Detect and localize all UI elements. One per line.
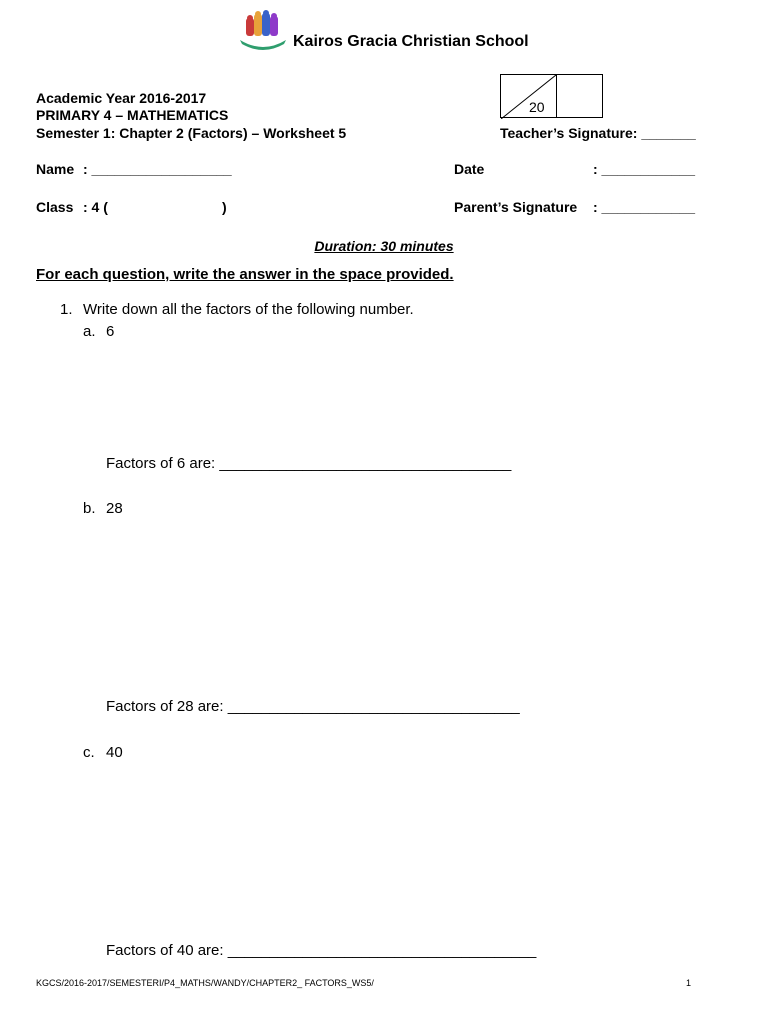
score-box <box>500 74 603 118</box>
part-c-letter: c. <box>83 744 95 761</box>
part-b-letter: b. <box>83 500 96 517</box>
date-field[interactable]: : ____________ <box>593 161 695 177</box>
academic-year: Academic Year 2016-2017 <box>36 90 207 106</box>
semester-chapter: Semester 1: Chapter 2 (Factors) – Worksheet 5 <box>36 125 347 141</box>
parent-signature-label: Parent’s Signature <box>454 199 578 215</box>
teacher-signature: Teacher’s Signature: _______ <box>500 125 696 141</box>
question-number: 1. <box>60 301 73 318</box>
part-a-answer-line[interactable]: Factors of 6 are: ___________________________________ <box>106 455 512 472</box>
question-text: Write down all the factors of the following number. <box>83 301 414 318</box>
class-label: Class <box>36 199 74 215</box>
part-b-answer-line[interactable]: Factors of 28 are: ___________________________________ <box>106 698 520 715</box>
footer-path: KGCS/2016-2017/SEMESTERI/P4_MATHS/WANDY/CHAPTER2_ FACTORS_WS5/ <box>36 978 374 988</box>
part-a-letter: a. <box>83 323 96 340</box>
school-name: Kairos Gracia Christian School <box>293 33 529 50</box>
class-field-open[interactable]: : 4 ( <box>83 199 108 215</box>
part-c-answer-line[interactable]: Factors of 40 are: _____________________________________ <box>106 942 537 959</box>
score-box-divider <box>556 75 557 117</box>
page-number: 1 <box>686 978 692 988</box>
school-logo <box>236 10 290 52</box>
duration: Duration: 30 minutes <box>314 238 454 254</box>
class-field-close: ) <box>222 199 227 215</box>
name-field[interactable]: : __________________ <box>83 161 232 177</box>
date-label: Date <box>454 161 485 177</box>
level-subject: PRIMARY 4 – MATHEMATICS <box>36 107 229 123</box>
parent-signature-field[interactable]: : ____________ <box>593 199 695 215</box>
instruction: For each question, write the answer in the space provided. <box>36 266 454 283</box>
part-b-value: 28 <box>106 500 123 517</box>
score-total: 20 <box>529 99 545 115</box>
part-a-value: 6 <box>106 323 115 340</box>
name-label: Name <box>36 161 75 177</box>
part-c-value: 40 <box>106 744 123 761</box>
